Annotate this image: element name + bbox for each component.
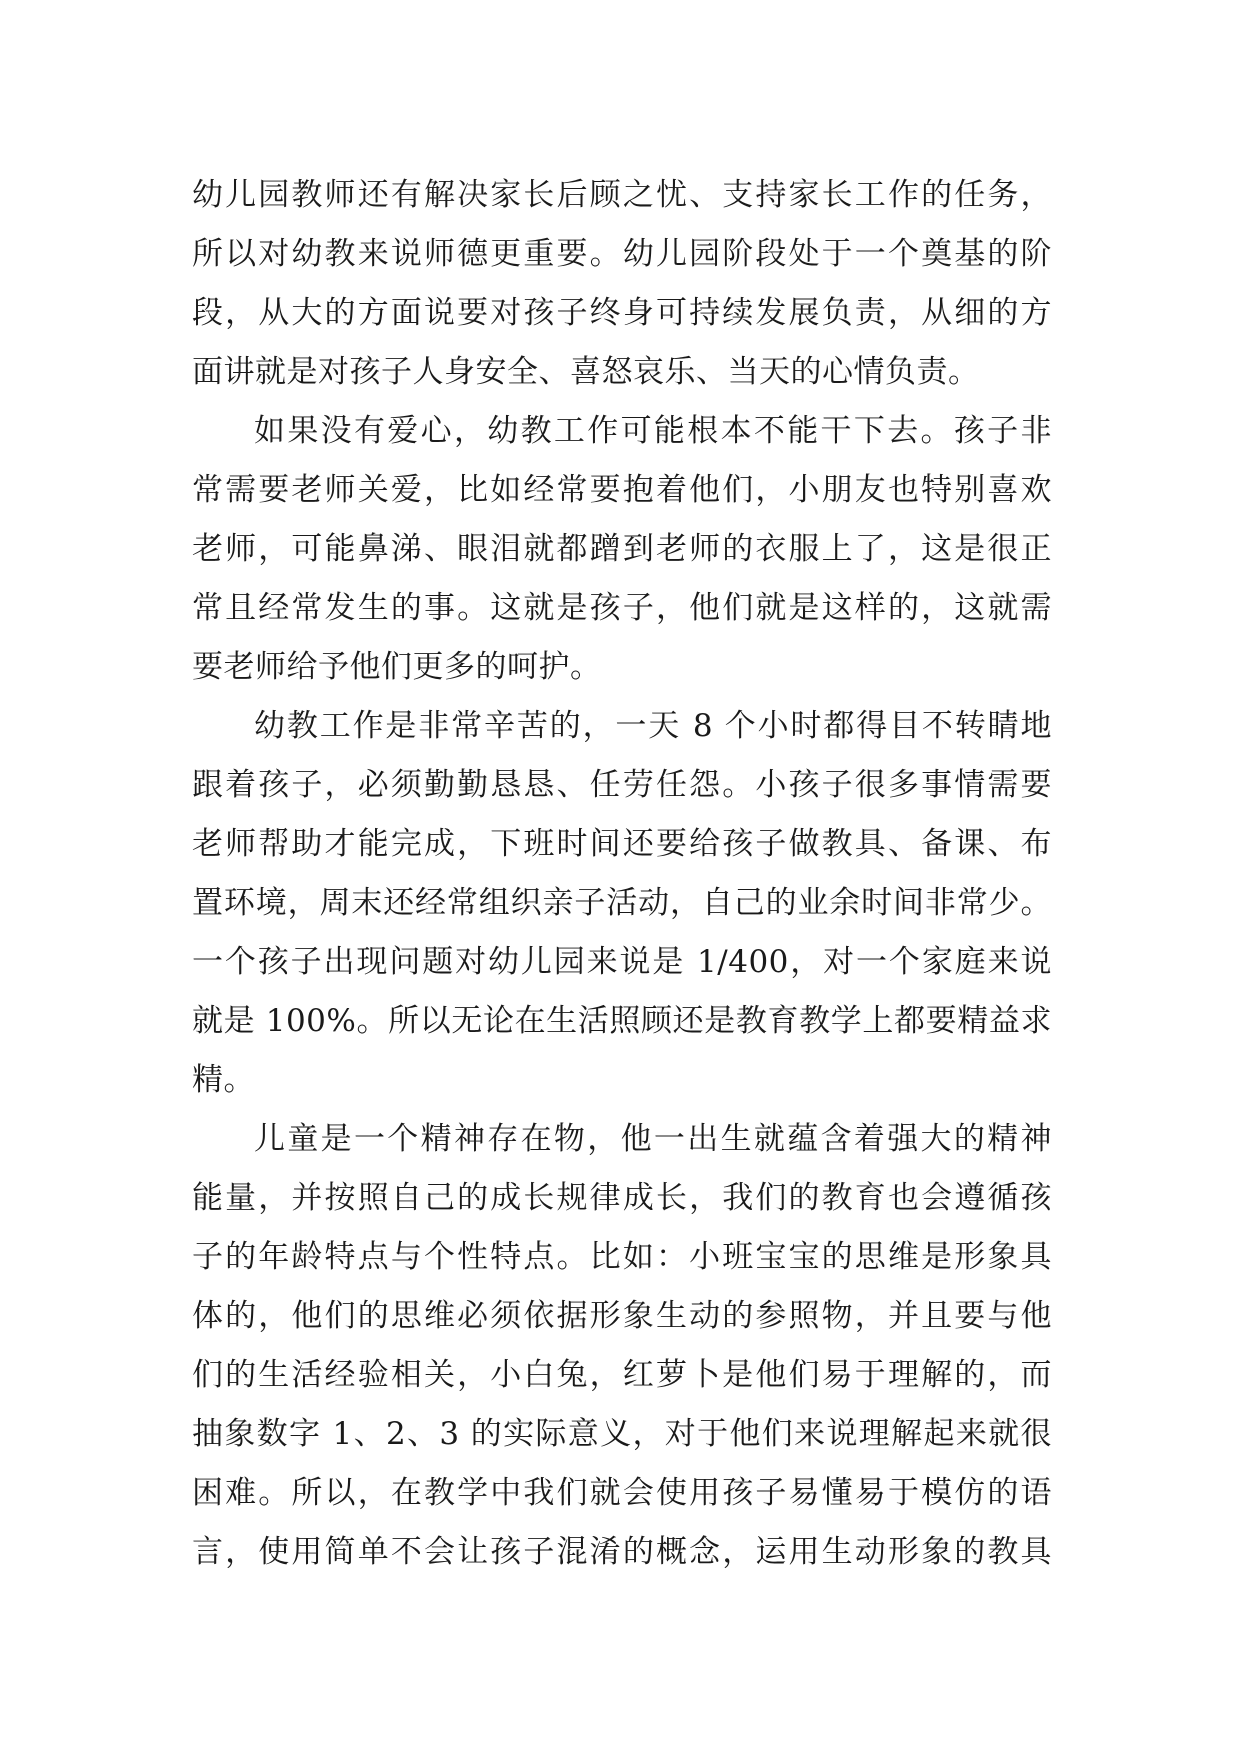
text-line: 言，使用简单不会让孩子混淆的概念，运用生动形象的教具 (192, 1534, 1052, 1570)
text-line: 要老师给予他们更多的呵护。 (192, 649, 602, 685)
text-line: 幼儿园教师还有解决家长后顾之忧、支持家长工作的任务， (192, 177, 1052, 213)
text-line: 抽象数字 1、2、3 的实际意义，对于他们来说理解起来就很 (192, 1416, 1052, 1452)
text-line: 段，从大的方面说要对孩子终身可持续发展负责，从细的方 (192, 295, 1052, 331)
text-line: 常且经常发生的事。这就是孩子，他们就是这样的，这就需 (192, 590, 1052, 626)
text-line: 体的，他们的思维必须依据形象生动的参照物，并且要与他 (192, 1298, 1052, 1334)
text-line: 困难。所以，在教学中我们就会使用孩子易懂易于模仿的语 (192, 1475, 1052, 1511)
text-line: 置环境，周末还经常组织亲子活动，自己的业余时间非常少。 (192, 885, 1052, 921)
text-line: 老师帮助才能完成，下班时间还要给孩子做教具、备课、布 (192, 826, 1052, 862)
text-line: 精。 (192, 1062, 255, 1098)
text-line: 老师，可能鼻涕、眼泪就都蹭到老师的衣服上了，这是很正 (192, 531, 1052, 567)
paragraph-start-line: 儿童是一个精神存在物，他一出生就蕴含着强大的精神 (254, 1121, 1052, 1157)
text-line: 一个孩子出现问题对幼儿园来说是 1/400，对一个家庭来说 (192, 944, 1052, 980)
text-line: 所以对幼教来说师德更重要。幼儿园阶段处于一个奠基的阶 (192, 236, 1052, 272)
text-line: 面讲就是对孩子人身安全、喜怒哀乐、当天的心情负责。 (192, 354, 980, 390)
paragraph-start-line: 如果没有爱心，幼教工作可能根本不能干下去。孩子非 (254, 413, 1052, 449)
text-line: 们的生活经验相关，小白兔，红萝卜是他们易于理解的，而 (192, 1357, 1052, 1393)
text-line: 就是 100%。所以无论在生活照顾还是教育教学上都要精益求 (192, 1003, 1052, 1039)
text-line: 跟着孩子，必须勤勤恳恳、任劳任怨。小孩子很多事情需要 (192, 767, 1052, 803)
text-line: 子的年龄特点与个性特点。比如：小班宝宝的思维是形象具 (192, 1239, 1052, 1275)
paragraph-start-line: 幼教工作是非常辛苦的，一天 8 个小时都得目不转睛地 (254, 708, 1052, 744)
text-line: 常需要老师关爱，比如经常要抱着他们，小朋友也特别喜欢 (192, 472, 1052, 508)
body-text (192, 166, 1052, 1582)
text-line: 能量，并按照自己的成长规律成长，我们的教育也会遵循孩 (192, 1180, 1052, 1216)
